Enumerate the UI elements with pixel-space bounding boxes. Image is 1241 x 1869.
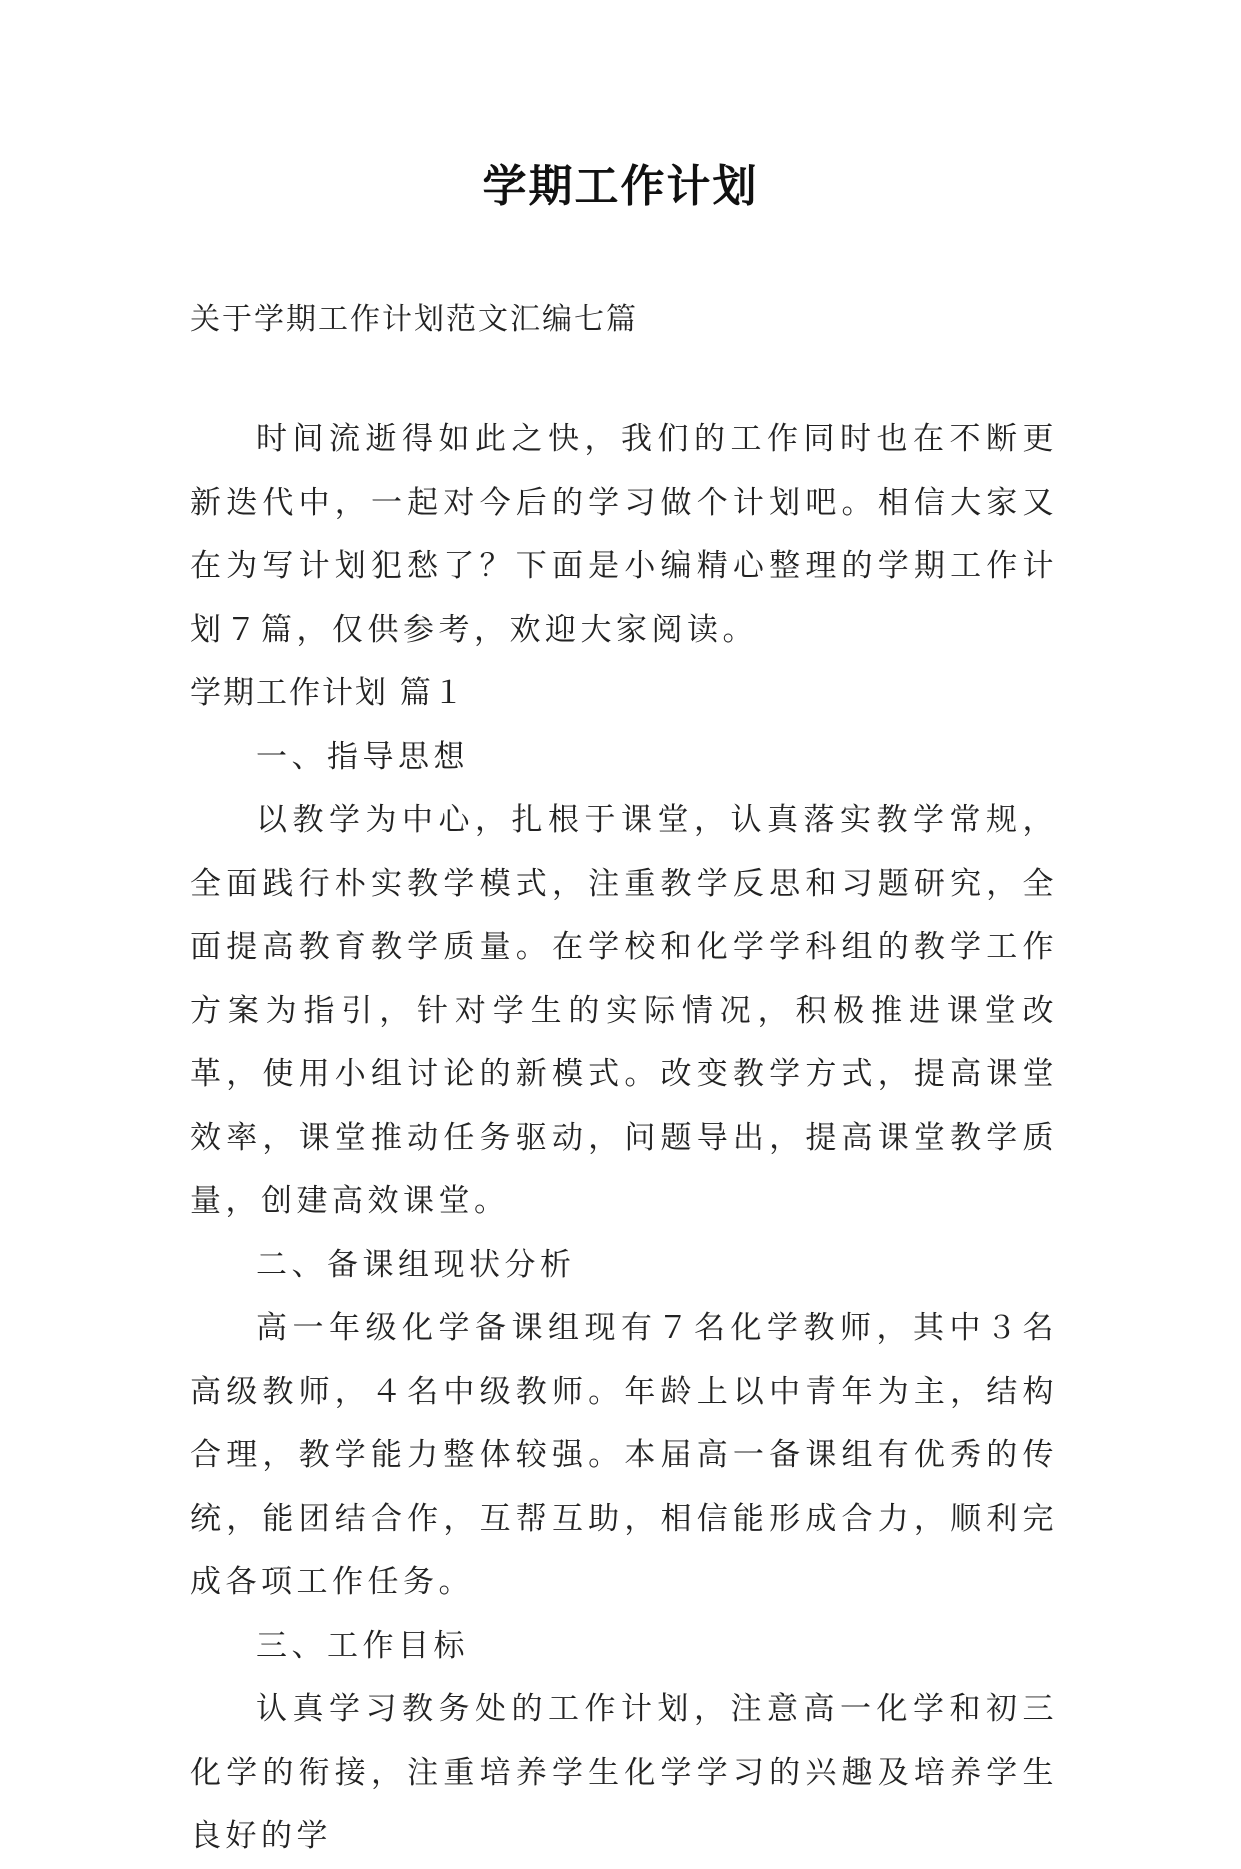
document-body xyxy=(190,408,1058,1869)
document-title: 学期工作计划 xyxy=(482,161,759,212)
document-subtitle: 关于学期工作计划范文汇编七篇 xyxy=(190,302,638,337)
section-heading: 二、备课组现状分析 xyxy=(256,1246,576,1283)
section-heading: 三、工作目标 xyxy=(256,1627,469,1664)
section-heading: 一、指导思想 xyxy=(256,738,469,775)
section-paragraph: 以教学为中心，扎根于课堂，认真落实教学常规，全面践行朴实教学模式，注重教学反思和习题研究，全面提高教育教学质量。在学校和化学学科组的教学工作方案为指引，针对学生的实际情况，积极推进课堂改革，使用小组讨论的新模式。改变教学方式，提高课堂效率，课堂推动任务驱动，问题导出，提高课堂教学质量，创建高效课堂。 xyxy=(190,802,1058,1219)
article-heading: 学期工作计划 篇１ xyxy=(190,675,466,711)
section-paragraph: 认真学习教务处的工作计划，注意高一化学和初三化学的衔接，注重培养学生化学学习的兴趣及培养学生良好的学 xyxy=(190,1691,1058,1854)
intro-paragraph: 时间流逝得如此之快，我们的工作同时也在不断更新迭代中，一起对今后的学习做个计划吧。相信大家又在为写计划犯愁了？下面是小编精心整理的学期工作计划７篇，仅供参考，欢迎大家阅读。 xyxy=(190,421,1058,648)
section-paragraph: 高一年级化学备课组现有７名化学教师，其中３名高级教师，４名中级教师。年龄上以中青年为主，结构合理，教学能力整体较强。本届高一备课组有优秀的传统，能团结合作，互帮互助，相信能形成合力，顺利完成各项工作任务。 xyxy=(190,1310,1058,1600)
